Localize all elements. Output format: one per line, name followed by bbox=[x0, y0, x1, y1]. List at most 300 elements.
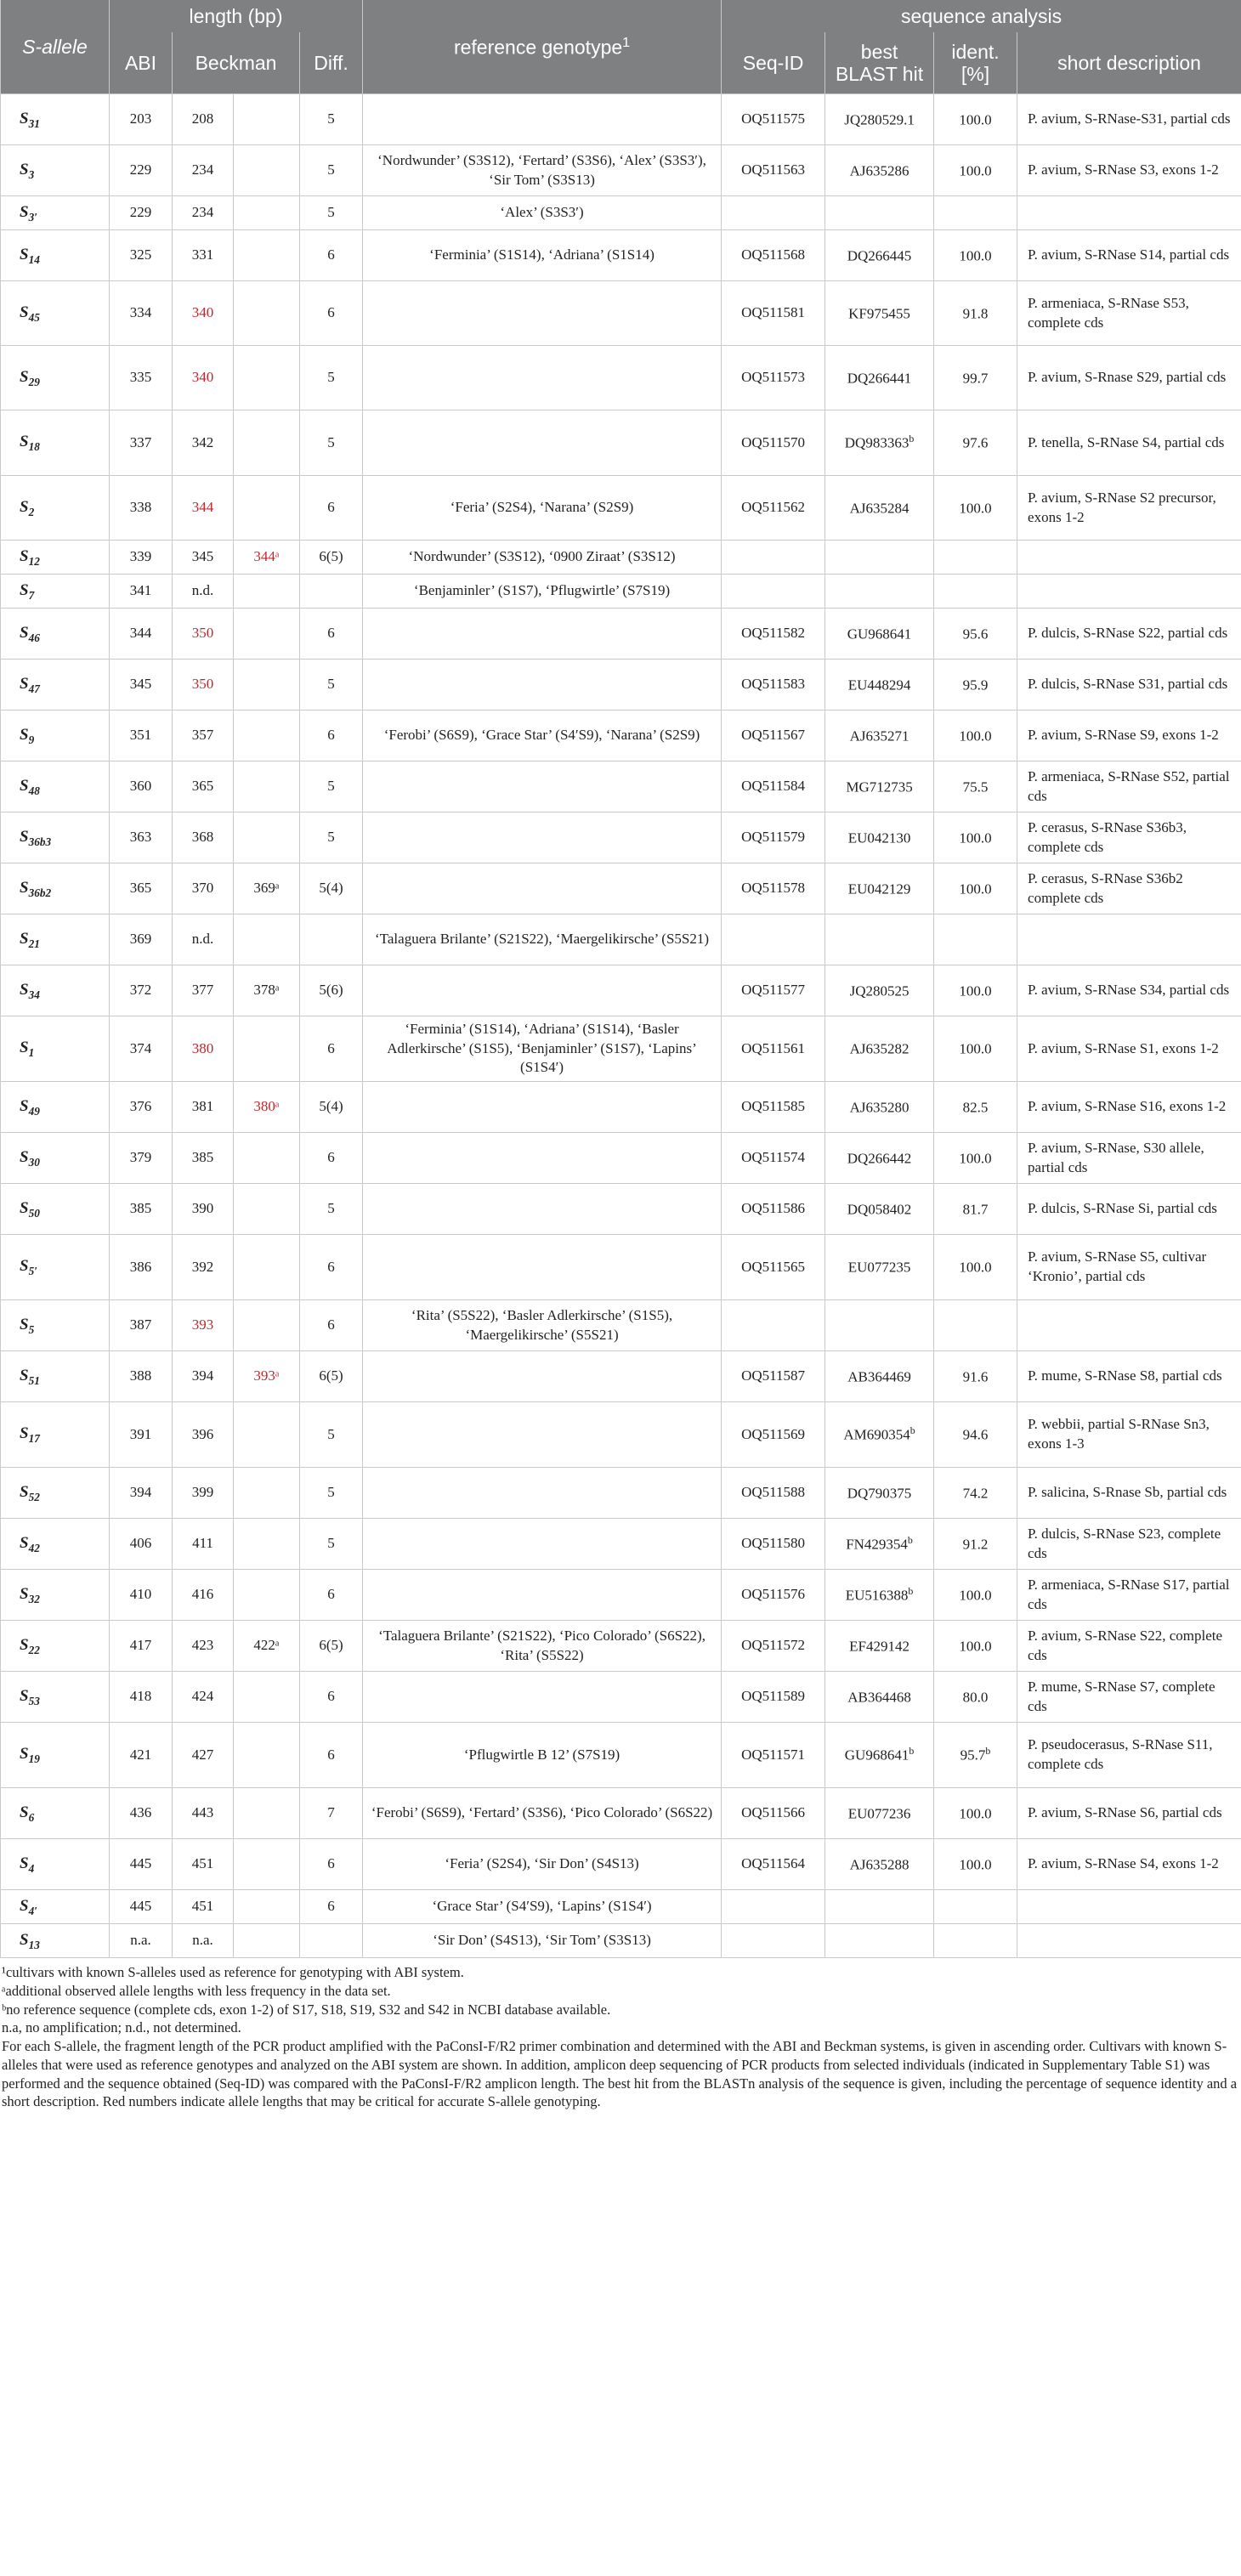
cell-reference-genotype: ‘Ferminia’ (S1S14), ‘Adriana’ (S1S14), ‘Basler Adlerkirsche’ (S1S5), ‘Benjaminler’ (S1S7), ‘Lapins’ (S1S4′) bbox=[363, 1016, 722, 1082]
cell-ident: 100.0 bbox=[934, 1235, 1017, 1300]
cell-best-blast: JQ280525 bbox=[825, 965, 934, 1016]
cell-ident: 100.0 bbox=[934, 230, 1017, 281]
cell-beckman: n.d. bbox=[173, 575, 234, 609]
cell-seq-id: OQ511575 bbox=[722, 94, 825, 145]
cell-abi: 339 bbox=[110, 541, 173, 575]
cell-allele: $S_{46}$ bbox=[1, 609, 110, 660]
cell-short-description: P. mume, S-RNase S8, partial cds bbox=[1017, 1351, 1241, 1402]
cell-short-description: P. avium, S-RNase S1, exons 1-2 bbox=[1017, 1016, 1241, 1082]
cell-reference-genotype bbox=[363, 761, 722, 812]
cell-beckman-additional bbox=[234, 94, 300, 145]
cell-ident bbox=[934, 1300, 1017, 1351]
cell-abi: 387 bbox=[110, 1300, 173, 1351]
cell-seq-id: OQ511571 bbox=[722, 1723, 825, 1788]
cell-beckman: 340 bbox=[173, 281, 234, 346]
cell-reference-genotype bbox=[363, 609, 722, 660]
cell-short-description: P. avium, S-RNase S4, exons 1-2 bbox=[1017, 1839, 1241, 1890]
cell-best-blast: EU077235 bbox=[825, 1235, 934, 1300]
cell-allele: $S_{36b2}$ bbox=[1, 863, 110, 914]
cell-best-blast: JQ280529.1 bbox=[825, 94, 934, 145]
cell-diff: 5 bbox=[300, 1402, 363, 1468]
cell-allele: $S_6$ bbox=[1, 1788, 110, 1839]
table-row bbox=[1, 1082, 1241, 1133]
cell-short-description: P. avium, S-RNase-S31, partial cds bbox=[1017, 94, 1241, 145]
cell-abi: 344 bbox=[110, 609, 173, 660]
cell-reference-genotype bbox=[363, 1570, 722, 1621]
cell-reference-genotype bbox=[363, 1519, 722, 1570]
cell-best-blast: AJ635288 bbox=[825, 1839, 934, 1890]
cell-best-blast: DQ266441 bbox=[825, 346, 934, 410]
cell-allele: $S_{17}$ bbox=[1, 1402, 110, 1468]
cell-beckman-additional bbox=[234, 711, 300, 761]
cell-ident: 100.0 bbox=[934, 94, 1017, 145]
cell-seq-id: OQ511589 bbox=[722, 1672, 825, 1723]
cell-short-description: P. dulcis, S-RNase Si, partial cds bbox=[1017, 1184, 1241, 1235]
cell-short-description: P. webbii, partial S-RNase Sn3, exons 1-3 bbox=[1017, 1402, 1241, 1468]
cell-seq-id: OQ511585 bbox=[722, 1082, 825, 1133]
cell-abi: 369 bbox=[110, 914, 173, 965]
cell-reference-genotype: ‘Benjaminler’ (S1S7), ‘Pflugwirtle’ (S7S19) bbox=[363, 575, 722, 609]
cell-seq-id: OQ511562 bbox=[722, 476, 825, 541]
cell-ident: 91.2 bbox=[934, 1519, 1017, 1570]
cell-beckman: 399 bbox=[173, 1468, 234, 1519]
cell-diff: 5 bbox=[300, 1184, 363, 1235]
cell-beckman-additional bbox=[234, 1788, 300, 1839]
cell-abi: 385 bbox=[110, 1184, 173, 1235]
cell-reference-genotype bbox=[363, 1468, 722, 1519]
cell-seq-id: OQ511578 bbox=[722, 863, 825, 914]
cell-beckman-additional: 393ᵃ bbox=[234, 1351, 300, 1402]
table-row bbox=[1, 1300, 1241, 1351]
cell-abi: 391 bbox=[110, 1402, 173, 1468]
cell-beckman: 344 bbox=[173, 476, 234, 541]
cell-short-description: P. dulcis, S-RNase S22, partial cds bbox=[1017, 609, 1241, 660]
cell-seq-id: OQ511577 bbox=[722, 965, 825, 1016]
cell-best-blast: GU968641$^b$ bbox=[825, 1723, 934, 1788]
cell-seq-id: OQ511564 bbox=[722, 1839, 825, 1890]
cell-beckman: 350 bbox=[173, 609, 234, 660]
cell-ident: 95.6 bbox=[934, 609, 1017, 660]
cell-ident: 91.6 bbox=[934, 1351, 1017, 1402]
footnote-a: ᵃadditional observed allele lengths with less frequency in the data set. bbox=[2, 1982, 391, 1999]
cell-beckman-additional bbox=[234, 1723, 300, 1788]
cell-best-blast: EU448294 bbox=[825, 660, 934, 711]
cell-abi: 372 bbox=[110, 965, 173, 1016]
cell-ident: 100.0 bbox=[934, 476, 1017, 541]
cell-best-blast bbox=[825, 1924, 934, 1958]
cell-reference-genotype: ‘Sir Don’ (S4S13), ‘Sir Tom’ (S3S13) bbox=[363, 1924, 722, 1958]
cell-reference-genotype bbox=[363, 863, 722, 914]
footnote-1: ¹cultivars with known S-alleles used as reference for genotyping with ABI system. bbox=[2, 1964, 464, 1980]
cell-allele: $S_{45}$ bbox=[1, 281, 110, 346]
cell-ident: 81.7 bbox=[934, 1184, 1017, 1235]
table-row bbox=[1, 914, 1241, 965]
cell-ident: 82.5 bbox=[934, 1082, 1017, 1133]
cell-short-description: P. cerasus, S-RNase S36b2 complete cds bbox=[1017, 863, 1241, 914]
table-row bbox=[1, 1468, 1241, 1519]
cell-diff bbox=[300, 1924, 363, 1958]
cell-allele: $S_{51}$ bbox=[1, 1351, 110, 1402]
cell-diff: 6(5) bbox=[300, 1621, 363, 1672]
cell-ident: 100.0 bbox=[934, 1570, 1017, 1621]
cell-abi: n.a. bbox=[110, 1924, 173, 1958]
cell-seq-id: OQ511572 bbox=[722, 1621, 825, 1672]
cell-beckman-additional bbox=[234, 1519, 300, 1570]
cell-ident: 100.0 bbox=[934, 1016, 1017, 1082]
cell-short-description: P. avium, S-RNase S5, cultivar ‘Kronio’, partial cds bbox=[1017, 1235, 1241, 1300]
cell-diff: 6 bbox=[300, 1839, 363, 1890]
cell-seq-id: OQ511567 bbox=[722, 711, 825, 761]
cell-beckman: n.a. bbox=[173, 1924, 234, 1958]
cell-short-description: P. avium, S-RNase, S30 allele, partial cds bbox=[1017, 1133, 1241, 1184]
cell-beckman: 345 bbox=[173, 541, 234, 575]
cell-best-blast bbox=[825, 1890, 934, 1924]
cell-abi: 341 bbox=[110, 575, 173, 609]
cell-diff: 5 bbox=[300, 145, 363, 196]
cell-abi: 436 bbox=[110, 1788, 173, 1839]
cell-short-description: P. avium, S-RNase S6, partial cds bbox=[1017, 1788, 1241, 1839]
cell-allele: $S_2$ bbox=[1, 476, 110, 541]
table-row bbox=[1, 281, 1241, 346]
cell-diff: 5 bbox=[300, 1468, 363, 1519]
cell-beckman: 234 bbox=[173, 145, 234, 196]
cell-seq-id: OQ511583 bbox=[722, 660, 825, 711]
cell-seq-id: OQ511566 bbox=[722, 1788, 825, 1839]
cell-seq-id: OQ511587 bbox=[722, 1351, 825, 1402]
cell-best-blast: EU042130 bbox=[825, 812, 934, 863]
cell-short-description bbox=[1017, 575, 1241, 609]
table-row bbox=[1, 145, 1241, 196]
cell-beckman: 208 bbox=[173, 94, 234, 145]
cell-seq-id bbox=[722, 196, 825, 230]
cell-beckman-additional bbox=[234, 1300, 300, 1351]
cell-short-description bbox=[1017, 914, 1241, 965]
cell-abi: 421 bbox=[110, 1723, 173, 1788]
cell-seq-id: OQ511588 bbox=[722, 1468, 825, 1519]
cell-short-description: P. avium, S-RNase S14, partial cds bbox=[1017, 230, 1241, 281]
cell-reference-genotype bbox=[363, 94, 722, 145]
cell-diff: 5(4) bbox=[300, 863, 363, 914]
cell-ident: 99.7 bbox=[934, 346, 1017, 410]
cell-beckman: 377 bbox=[173, 965, 234, 1016]
cell-short-description: P. salicina, S-Rnase Sb, partial cds bbox=[1017, 1468, 1241, 1519]
cell-seq-id: OQ511568 bbox=[722, 230, 825, 281]
cell-beckman: 423 bbox=[173, 1621, 234, 1672]
cell-reference-genotype: ‘Ferminia’ (S1S14), ‘Adriana’ (S1S14) bbox=[363, 230, 722, 281]
table-body bbox=[1, 94, 1241, 1958]
cell-allele: $S_{13}$ bbox=[1, 1924, 110, 1958]
cell-reference-genotype: ‘Pflugwirtle B 12’ (S7S19) bbox=[363, 1723, 722, 1788]
cell-abi: 351 bbox=[110, 711, 173, 761]
cell-beckman: 443 bbox=[173, 1788, 234, 1839]
cell-diff: 6 bbox=[300, 476, 363, 541]
cell-beckman-additional bbox=[234, 1402, 300, 1468]
table-row bbox=[1, 94, 1241, 145]
footnote-b: ᵇno reference sequence (complete cds, exon 1-2) of S17, S18, S19, S32 and S42 in NCBI database available. bbox=[2, 2001, 611, 2018]
cell-reference-genotype bbox=[363, 410, 722, 476]
table-row bbox=[1, 1235, 1241, 1300]
cell-abi: 345 bbox=[110, 660, 173, 711]
cell-ident: 100.0 bbox=[934, 1621, 1017, 1672]
cell-beckman: 340 bbox=[173, 346, 234, 410]
cell-ident: 100.0 bbox=[934, 965, 1017, 1016]
cell-abi: 229 bbox=[110, 196, 173, 230]
cell-short-description: P. armeniaca, S-RNase S17, partial cds bbox=[1017, 1570, 1241, 1621]
cell-seq-id bbox=[722, 1924, 825, 1958]
cell-seq-id: OQ511563 bbox=[722, 145, 825, 196]
cell-diff: 6 bbox=[300, 1672, 363, 1723]
table-row bbox=[1, 1723, 1241, 1788]
cell-beckman-additional: 422ᵃ bbox=[234, 1621, 300, 1672]
cell-seq-id: OQ511573 bbox=[722, 346, 825, 410]
cell-diff bbox=[300, 914, 363, 965]
cell-beckman-additional bbox=[234, 1570, 300, 1621]
cell-short-description: P. armeniaca, S-RNase S52, partial cds bbox=[1017, 761, 1241, 812]
cell-best-blast: EU042129 bbox=[825, 863, 934, 914]
table-row bbox=[1, 346, 1241, 410]
cell-ident: 100.0 bbox=[934, 145, 1017, 196]
cell-abi: 417 bbox=[110, 1621, 173, 1672]
cell-short-description bbox=[1017, 196, 1241, 230]
table-row bbox=[1, 965, 1241, 1016]
cell-best-blast: AJ635282 bbox=[825, 1016, 934, 1082]
table-row bbox=[1, 1402, 1241, 1468]
cell-abi: 365 bbox=[110, 863, 173, 914]
cell-reference-genotype: ‘Feria’ (S2S4), ‘Sir Don’ (S4S13) bbox=[363, 1839, 722, 1890]
cell-allele: $S_{32}$ bbox=[1, 1570, 110, 1621]
cell-beckman-additional bbox=[234, 575, 300, 609]
cell-beckman: 390 bbox=[173, 1184, 234, 1235]
cell-abi: 418 bbox=[110, 1672, 173, 1723]
cell-allele: $S_9$ bbox=[1, 711, 110, 761]
cell-ident bbox=[934, 1890, 1017, 1924]
cell-beckman: 380 bbox=[173, 1016, 234, 1082]
cell-best-blast: AJ635284 bbox=[825, 476, 934, 541]
cell-beckman: 416 bbox=[173, 1570, 234, 1621]
cell-beckman-additional bbox=[234, 1839, 300, 1890]
cell-best-blast: AJ635280 bbox=[825, 1082, 934, 1133]
cell-beckman: 370 bbox=[173, 863, 234, 914]
table-row bbox=[1, 609, 1241, 660]
cell-reference-genotype bbox=[363, 1184, 722, 1235]
cell-seq-id: OQ511586 bbox=[722, 1184, 825, 1235]
cell-ident: 74.2 bbox=[934, 1468, 1017, 1519]
cell-seq-id bbox=[722, 541, 825, 575]
cell-reference-genotype: ‘Grace Star’ (S4′S9), ‘Lapins’ (S1S4′) bbox=[363, 1890, 722, 1924]
cell-best-blast bbox=[825, 541, 934, 575]
cell-abi: 379 bbox=[110, 1133, 173, 1184]
cell-beckman: 451 bbox=[173, 1890, 234, 1924]
cell-beckman-additional bbox=[234, 145, 300, 196]
cell-reference-genotype bbox=[363, 1235, 722, 1300]
cell-abi: 445 bbox=[110, 1890, 173, 1924]
cell-reference-genotype: ‘Alex’ (S3S3′) bbox=[363, 196, 722, 230]
table-row bbox=[1, 230, 1241, 281]
cell-abi: 337 bbox=[110, 410, 173, 476]
cell-ident: 100.0 bbox=[934, 1133, 1017, 1184]
cell-abi: 335 bbox=[110, 346, 173, 410]
cell-diff: 5 bbox=[300, 94, 363, 145]
cell-allele: $S_{49}$ bbox=[1, 1082, 110, 1133]
cell-ident: 97.6 bbox=[934, 410, 1017, 476]
cell-short-description: P. mume, S-RNase S7, complete cds bbox=[1017, 1672, 1241, 1723]
cell-seq-id: OQ511580 bbox=[722, 1519, 825, 1570]
cell-diff: 6 bbox=[300, 230, 363, 281]
header-ident: ident. [%] bbox=[934, 32, 1017, 94]
cell-diff: 5 bbox=[300, 196, 363, 230]
cell-abi: 338 bbox=[110, 476, 173, 541]
cell-diff: 6(5) bbox=[300, 541, 363, 575]
cell-short-description: P. armeniaca, S-RNase S53, complete cds bbox=[1017, 281, 1241, 346]
cell-allele: $S_{3'}$ bbox=[1, 196, 110, 230]
cell-allele: $S_{30}$ bbox=[1, 1133, 110, 1184]
cell-diff: 6 bbox=[300, 711, 363, 761]
cell-short-description bbox=[1017, 1890, 1241, 1924]
cell-diff: 7 bbox=[300, 1788, 363, 1839]
cell-allele: $S_{12}$ bbox=[1, 541, 110, 575]
cell-allele: $S_4$ bbox=[1, 1839, 110, 1890]
cell-beckman: 234 bbox=[173, 196, 234, 230]
cell-beckman: 385 bbox=[173, 1133, 234, 1184]
cell-diff: 6 bbox=[300, 1300, 363, 1351]
cell-allele: $S_{53}$ bbox=[1, 1672, 110, 1723]
cell-abi: 376 bbox=[110, 1082, 173, 1133]
cell-abi: 406 bbox=[110, 1519, 173, 1570]
cell-ident: 75.5 bbox=[934, 761, 1017, 812]
cell-ident: 100.0 bbox=[934, 863, 1017, 914]
cell-beckman: 381 bbox=[173, 1082, 234, 1133]
cell-abi: 360 bbox=[110, 761, 173, 812]
cell-abi: 363 bbox=[110, 812, 173, 863]
cell-diff: 5 bbox=[300, 660, 363, 711]
table-row bbox=[1, 1016, 1241, 1082]
cell-allele: $S_7$ bbox=[1, 575, 110, 609]
table-row bbox=[1, 711, 1241, 761]
cell-short-description: P. avium, S-RNase S2 precursor, exons 1-2 bbox=[1017, 476, 1241, 541]
table-row bbox=[1, 541, 1241, 575]
cell-short-description: P. avium, S-RNase S9, exons 1-2 bbox=[1017, 711, 1241, 761]
cell-beckman: 342 bbox=[173, 410, 234, 476]
header-s-allele: S-allele bbox=[1, 0, 110, 94]
table-row bbox=[1, 1890, 1241, 1924]
cell-reference-genotype bbox=[363, 1133, 722, 1184]
table-row bbox=[1, 575, 1241, 609]
cell-diff: 5(4) bbox=[300, 1082, 363, 1133]
cell-allele: $S_{34}$ bbox=[1, 965, 110, 1016]
cell-abi: 229 bbox=[110, 145, 173, 196]
cell-beckman-additional bbox=[234, 1184, 300, 1235]
header-seq-id: Seq-ID bbox=[722, 32, 825, 94]
cell-beckman-additional bbox=[234, 1468, 300, 1519]
table-footnotes bbox=[0, 1958, 1241, 2111]
cell-reference-genotype: ‘Ferobi’ (S6S9), ‘Grace Star’ (S4′S9), ‘Narana’ (S2S9) bbox=[363, 711, 722, 761]
table-row bbox=[1, 863, 1241, 914]
cell-best-blast: MG712735 bbox=[825, 761, 934, 812]
cell-beckman-additional: 369ᵃ bbox=[234, 863, 300, 914]
cell-diff: 6 bbox=[300, 1016, 363, 1082]
cell-best-blast: AJ635286 bbox=[825, 145, 934, 196]
cell-reference-genotype: ‘Talaguera Brilante’ (S21S22), ‘Pico Colorado’ (S6S22), ‘Rita’ (S5S22) bbox=[363, 1621, 722, 1672]
cell-reference-genotype bbox=[363, 1351, 722, 1402]
cell-beckman: n.d. bbox=[173, 914, 234, 965]
cell-allele: $S_{47}$ bbox=[1, 660, 110, 711]
cell-short-description: P. avium, S-RNase S3, exons 1-2 bbox=[1017, 145, 1241, 196]
cell-allele: $S_{48}$ bbox=[1, 761, 110, 812]
cell-ident bbox=[934, 1924, 1017, 1958]
table-row bbox=[1, 1133, 1241, 1184]
cell-diff: 5 bbox=[300, 761, 363, 812]
header-beckman: Beckman bbox=[173, 32, 300, 94]
table-row bbox=[1, 1788, 1241, 1839]
cell-best-blast: DQ983363$^b$ bbox=[825, 410, 934, 476]
header-best-blast: best BLAST hit bbox=[825, 32, 934, 94]
footnote-caption: For each S-allele, the fragment length of the PCR product amplified with the PaConsI-F/R2 primer combination and determined with the ABI and Beckman systems, is given in ascending order. Cultivars with known S-alleles that were used as reference genotypes and analyzed on the ABI system are shown. In addition, amplicon deep sequencing of PCR products from selected individuals (indicated in Supplementary Table S1) was performed and the sequence obtained (Seq-ID) was compared with the PaConsI-F/R2 amplicon length. The best hit from the BLASTn analysis of the sequence is given, including the percentage of sequence identity and a short description. Red numbers indicate allele lengths that may be critical for accurate S-allele genotyping. bbox=[2, 2038, 1238, 2110]
header-abi: ABI bbox=[110, 32, 173, 94]
cell-reference-genotype: ‘Talaguera Brilante’ (S21S22), ‘Maergelikirsche’ (S5S21) bbox=[363, 914, 722, 965]
cell-best-blast: EU516388$^b$ bbox=[825, 1570, 934, 1621]
cell-diff: 6 bbox=[300, 1570, 363, 1621]
cell-beckman-additional bbox=[234, 761, 300, 812]
cell-beckman-additional bbox=[234, 346, 300, 410]
table-row bbox=[1, 1621, 1241, 1672]
header-reference-genotype: reference genotype$^1$ bbox=[363, 0, 722, 94]
cell-reference-genotype: ‘Ferobi’ (S6S9), ‘Fertard’ (S3S6), ‘Pico Colorado’ (S6S22) bbox=[363, 1788, 722, 1839]
cell-allele: $S_{22}$ bbox=[1, 1621, 110, 1672]
cell-beckman-additional bbox=[234, 1672, 300, 1723]
cell-seq-id: OQ511582 bbox=[722, 609, 825, 660]
cell-ident bbox=[934, 541, 1017, 575]
cell-reference-genotype: ‘Feria’ (S2S4), ‘Narana’ (S2S9) bbox=[363, 476, 722, 541]
cell-beckman: 411 bbox=[173, 1519, 234, 1570]
header-length-group: length (bp) bbox=[110, 0, 363, 32]
cell-seq-id: OQ511584 bbox=[722, 761, 825, 812]
cell-seq-id: OQ511569 bbox=[722, 1402, 825, 1468]
cell-abi: 445 bbox=[110, 1839, 173, 1890]
cell-abi: 386 bbox=[110, 1235, 173, 1300]
cell-beckman-additional: 380ᵃ bbox=[234, 1082, 300, 1133]
cell-seq-id: OQ511581 bbox=[722, 281, 825, 346]
cell-seq-id: OQ511576 bbox=[722, 1570, 825, 1621]
cell-best-blast bbox=[825, 196, 934, 230]
cell-best-blast: DQ058402 bbox=[825, 1184, 934, 1235]
table-row bbox=[1, 812, 1241, 863]
cell-seq-id: OQ511574 bbox=[722, 1133, 825, 1184]
table-row bbox=[1, 410, 1241, 476]
cell-seq-id: OQ511565 bbox=[722, 1235, 825, 1300]
cell-ident bbox=[934, 196, 1017, 230]
cell-reference-genotype: ‘Nordwunder’ (S3S12), ‘Fertard’ (S3S6), ‘Alex’ (S3S3′), ‘Sir Tom’ (S3S13) bbox=[363, 145, 722, 196]
cell-beckman-additional: 378ᵃ bbox=[234, 965, 300, 1016]
cell-best-blast: AB364469 bbox=[825, 1351, 934, 1402]
cell-best-blast: GU968641 bbox=[825, 609, 934, 660]
cell-best-blast: AJ635271 bbox=[825, 711, 934, 761]
cell-ident bbox=[934, 914, 1017, 965]
cell-seq-id: OQ511561 bbox=[722, 1016, 825, 1082]
cell-beckman: 392 bbox=[173, 1235, 234, 1300]
cell-diff: 5 bbox=[300, 812, 363, 863]
cell-abi: 325 bbox=[110, 230, 173, 281]
cell-beckman: 393 bbox=[173, 1300, 234, 1351]
cell-ident: 100.0 bbox=[934, 711, 1017, 761]
cell-reference-genotype bbox=[363, 1672, 722, 1723]
cell-allele: $S_{18}$ bbox=[1, 410, 110, 476]
cell-allele: $S_{36b3}$ bbox=[1, 812, 110, 863]
cell-allele: $S_{5'}$ bbox=[1, 1235, 110, 1300]
cell-short-description: P. cerasus, S-RNase S36b3, complete cds bbox=[1017, 812, 1241, 863]
cell-beckman-additional bbox=[234, 410, 300, 476]
cell-beckman: 365 bbox=[173, 761, 234, 812]
cell-ident: 95.9 bbox=[934, 660, 1017, 711]
